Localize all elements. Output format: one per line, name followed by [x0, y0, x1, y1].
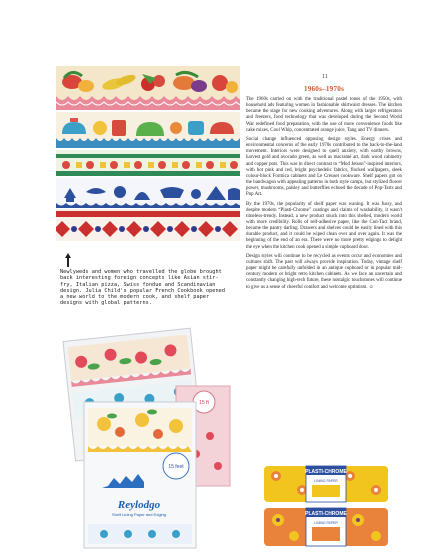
page-number: 11: [322, 74, 328, 80]
kitchenware-pattern-strip: [56, 112, 240, 148]
package-brand-subtitle: Shelf Lining Paper and Edging: [111, 512, 167, 517]
plasti-chrome-rolls: [258, 462, 394, 550]
roll-bottom: [264, 508, 388, 546]
roll-top-brand: PLASTI-CHROME: [305, 469, 347, 475]
body-text: [246, 97, 402, 294]
paragraph-1: The 1960s carried on with the traditional pastel tones of the 1950s, with household ads featuring women in fashionable shirtwaist dresses. The kitchen became the stage for new cooking adventures. Along with larger refrigerators and freezers, food technology that was developed during the Second World War redefined food preparation, with the use of more convenience foods like cake mixes, Cool Whip, concentrated orange juice, Tang and TV dinners.: [246, 97, 402, 133]
red-geometric-pattern-strip: [56, 209, 240, 241]
package-brand: Reylodgo: [117, 499, 161, 511]
paragraph-4: Design styles will continue to be recycled as events occur and economies and cultures shift. The past will always provide inspiration. Today, vintage shelf paper might be carefully unfolded in an antique cupboard or in popular mid-century modern or bright retro kitchen cabinets. As we face an uncertain and constantly changing high-tech future, these nostalgic touchstones will continue to give us a sense of cheerful comfort and welcome optimism. ☺: [246, 253, 402, 290]
geometric-pattern-strip: [56, 150, 240, 176]
shelf-paper-strips: [56, 66, 240, 240]
roll-top: [264, 466, 388, 502]
fruit-pattern-strip: [56, 66, 240, 110]
roll-top-label: LINING PAPER: [314, 479, 338, 483]
package-length-back: 15 ft: [199, 400, 209, 406]
section-title: 1960s–1970s: [303, 85, 345, 93]
image-caption: Newlyweds and women who travelled the globe brought back interesting foreign concepts like Asian stir-fry, Italian pizza, Swiss fondue and Scandinavian design. Julia Child's popular French Cookbook opened a new world to the modern cook, and shelf paper designs with global patterns.: [60, 269, 226, 307]
arrow-up-icon: [64, 252, 72, 268]
shelf-paper-packages: [58, 316, 236, 550]
package-length-front: 15 feet: [168, 464, 184, 470]
paragraph-3: By the 1970s, the popularity of shelf paper was waning. It was fussy, and despite modern “Plasti-Chrome” coatings and claims of washability, it wasn't timeless-trendy. Instead, a new product snuck into this shelled, modern world with more credibility. Rolls of self-adhesive paper, like the Con-Tact brand, became the pantry darling. Drawers and shelves could be easily lined with this durable product, and it could be wiped clean over and over again. It was the beginning of the end of an era. There were no more pretty edgings to delight the eye when the kitchen cook opened a simple cupboard door.: [246, 201, 402, 250]
blue-willow-pattern-strip: [56, 178, 240, 208]
paragraph-2: Social change influenced opposing design styles. Energy crises and environmental concerns of the early 1970s contributed to the back-to-the-land movement. Interiors were designed to quell anxiety, with earthy browns, harvest gold and avocado green, as well as macramé art, dark wood cabinetry and copper pots. This was in direct contrast to “Mod Jetson”-inspired interiors, with hot pink and red, bright psychedelic fabrics, flocked wallpapers, sleek colour-block Formica cabinets and Le Creuset cookware. Shelf papers got on the bandwagon with appealing patterns in both style camps, but stylized flower power, mushrooms, paisley and butterflies echoed the decade of Pop-Tarts and Pop Art.: [246, 136, 402, 198]
roll-bottom-label: LINING PAPER: [314, 521, 338, 525]
roll-bottom-brand: PLASTI-CHROME: [305, 511, 347, 517]
